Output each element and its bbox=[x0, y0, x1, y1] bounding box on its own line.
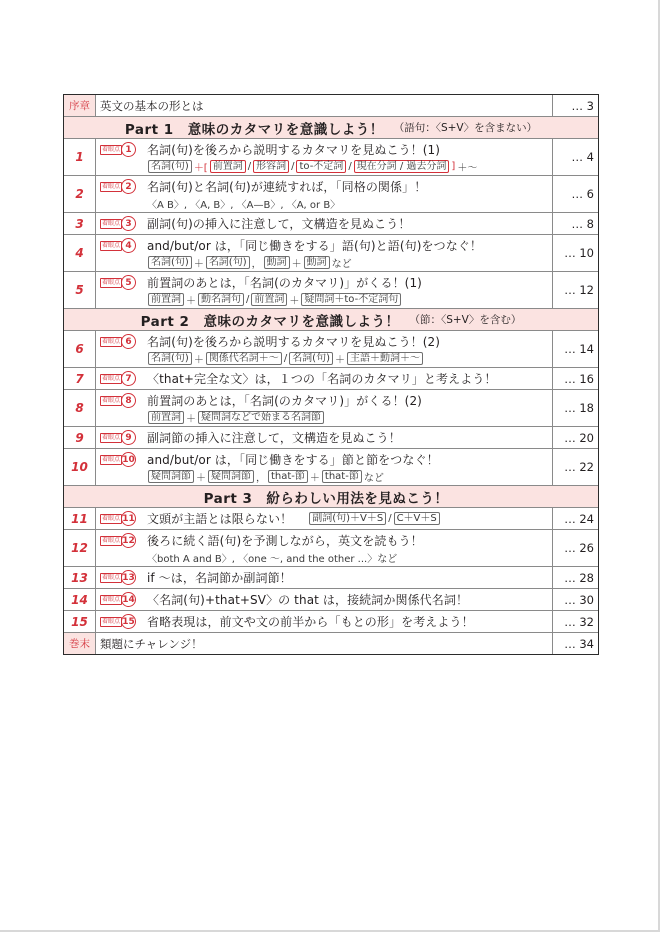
entry-title-line bbox=[100, 612, 552, 631]
badge-label: 着眼点 bbox=[102, 433, 121, 441]
focus-point-badge bbox=[100, 238, 140, 253]
formula-box: that-節 bbox=[322, 470, 362, 483]
entry-number: 9 bbox=[64, 427, 96, 448]
page-number[interactable]: … 10 bbox=[564, 246, 594, 260]
entry-title-line bbox=[100, 531, 552, 550]
toc-entry bbox=[64, 212, 598, 234]
entry-content bbox=[96, 508, 553, 529]
entry-title-line bbox=[100, 590, 552, 609]
toc-entry bbox=[64, 588, 598, 610]
formula-operator: / bbox=[348, 161, 352, 172]
formula-box: 疑問詞節 bbox=[208, 470, 254, 483]
toc-entry bbox=[64, 507, 598, 529]
badge-label: 着眼点 bbox=[102, 219, 121, 227]
entry-title: 副詞(句)の挿入に注意して，文構造を見ぬこう！ bbox=[147, 217, 411, 231]
formula-operator: ＋ bbox=[193, 259, 204, 270]
entry-content bbox=[96, 368, 553, 389]
formula-operator: など bbox=[363, 473, 384, 484]
badge-label: 着眼点 bbox=[102, 182, 121, 190]
entry-content bbox=[96, 95, 553, 116]
entry-title: 副詞節の挿入に注意して，文構造を見ぬこう！ bbox=[147, 431, 401, 445]
example-text: 〈both A and B〉, 〈one 〜, and the other ...〉など bbox=[147, 554, 398, 565]
formula-box: 前置詞 bbox=[251, 293, 287, 306]
toc-entry bbox=[64, 448, 598, 485]
entry-content bbox=[96, 390, 553, 426]
focus-point-badge bbox=[100, 371, 140, 386]
toc-entry bbox=[64, 426, 598, 448]
formula-operator: など bbox=[331, 259, 352, 270]
focus-point-badge bbox=[100, 430, 140, 445]
focus-point-badge bbox=[100, 614, 140, 629]
formula-operator: / bbox=[246, 294, 250, 305]
focus-point-badge bbox=[100, 393, 140, 408]
page-number[interactable]: … 18 bbox=[564, 401, 594, 415]
formula-box: 疑問詞＋to-不定詞句 bbox=[301, 293, 401, 306]
formula-box: 疑問詞節 bbox=[148, 470, 194, 483]
badge-number: 10 bbox=[121, 452, 136, 467]
page-number[interactable]: … 24 bbox=[564, 511, 594, 526]
intro-row bbox=[64, 95, 598, 116]
formula-box: 疑問詞などで始まる名詞節 bbox=[198, 411, 324, 424]
formula-operator: / bbox=[247, 161, 252, 172]
entry-title-line bbox=[100, 177, 552, 196]
formula-box: 前置詞 bbox=[148, 411, 184, 424]
part-note: （語句：〈S+V〉を含まない） bbox=[393, 122, 538, 134]
entry-content bbox=[96, 235, 553, 271]
entry-content bbox=[96, 530, 553, 566]
entry-content bbox=[96, 449, 553, 485]
end-row bbox=[64, 632, 598, 654]
entry-number: 1 bbox=[64, 139, 96, 175]
badge-number: 3 bbox=[121, 216, 136, 231]
formula-box: 現在分詞 / 過去分詞 bbox=[354, 160, 450, 173]
page-number[interactable]: … 14 bbox=[564, 342, 594, 356]
formula-operator: ＋ bbox=[289, 296, 300, 307]
badge-number: 8 bbox=[121, 393, 136, 408]
page-number[interactable]: … 4 bbox=[571, 150, 594, 164]
formula-operator: ＋ bbox=[291, 259, 302, 270]
entry-number: 8 bbox=[64, 390, 96, 426]
focus-point-badge bbox=[100, 179, 140, 194]
entry-content bbox=[96, 272, 553, 308]
focus-point-badge bbox=[100, 275, 140, 290]
entry-title: 類題にチャレンジ！ bbox=[100, 636, 203, 651]
badge-number: 9 bbox=[121, 430, 136, 445]
formula-operator: ＋ bbox=[186, 414, 196, 425]
badge-label: 着眼点 bbox=[102, 278, 121, 286]
formula-box: 前置詞 bbox=[148, 293, 184, 306]
toc-entry bbox=[64, 367, 598, 389]
focus-point-badge bbox=[100, 533, 140, 548]
badge-number: 5 bbox=[121, 275, 136, 290]
formula-box: 名詞(句) bbox=[289, 352, 333, 365]
toc-entry bbox=[64, 529, 598, 566]
entry-title-line bbox=[100, 450, 552, 469]
entry-title-line bbox=[100, 509, 552, 528]
entry-number: 14 bbox=[64, 589, 96, 610]
page-number[interactable]: … 20 bbox=[564, 430, 594, 445]
formula-box: 主語＋動詞＋〜 bbox=[347, 352, 423, 365]
entry-content bbox=[96, 589, 553, 610]
formula-box: 名詞(句) bbox=[148, 160, 192, 173]
badge-number: 4 bbox=[121, 238, 136, 253]
focus-point-badge bbox=[100, 592, 140, 607]
entry-formula-line bbox=[100, 351, 552, 366]
entry-number: 5 bbox=[64, 272, 96, 308]
entry-number: 2 bbox=[64, 176, 96, 212]
formula-operator: ＋ bbox=[196, 473, 206, 484]
page-number[interactable]: … 28 bbox=[564, 570, 594, 585]
table-of-contents bbox=[63, 94, 599, 655]
formula-operator: / bbox=[283, 353, 288, 364]
toc-entry bbox=[64, 330, 598, 367]
entry-title-line bbox=[100, 568, 552, 587]
badge-label: 着眼点 bbox=[102, 396, 121, 404]
entry-formula-line bbox=[100, 469, 552, 484]
badge-label: 着眼点 bbox=[102, 617, 121, 625]
entry-number: 7 bbox=[64, 368, 96, 389]
entry-title-line bbox=[100, 428, 552, 447]
chapter-tag: 序章 bbox=[64, 95, 96, 116]
page-number[interactable]: … 12 bbox=[564, 283, 594, 297]
entry-content bbox=[96, 611, 553, 632]
entry-formula-line bbox=[100, 292, 552, 307]
entry-title: 〈that+完全な文〉は，１つの「名詞のカタマリ」と考えよう！ bbox=[147, 372, 497, 386]
formula-operator: ＋ bbox=[335, 355, 345, 366]
page-number[interactable]: … 32 bbox=[564, 614, 594, 629]
entry-number: 3 bbox=[64, 213, 96, 234]
formula-operator: ＋ bbox=[309, 473, 320, 484]
badge-number: 14 bbox=[121, 592, 136, 607]
toc-entry bbox=[64, 566, 598, 588]
toc-entry bbox=[64, 138, 598, 175]
badge-number: 13 bbox=[121, 570, 136, 585]
entry-content bbox=[96, 139, 553, 175]
entry-number: 15 bbox=[64, 611, 96, 632]
example-text: 〈A B〉, 〈A, B〉, 〈A—B〉, 〈A, or B〉 bbox=[147, 200, 341, 211]
entry-number: 6 bbox=[64, 331, 96, 367]
entry-content bbox=[96, 567, 553, 588]
formula-box: 関係代名詞＋〜 bbox=[206, 352, 282, 365]
entry-title: 名詞(句)を後ろから説明するカタマリを見ぬこう！(2) bbox=[147, 335, 441, 349]
badge-label: 着眼点 bbox=[102, 573, 121, 581]
focus-point-badge bbox=[100, 334, 140, 349]
entry-number: 10 bbox=[64, 449, 96, 485]
toc-entry bbox=[64, 610, 598, 632]
entry-title: 前置詞のあとは，「名詞(のカタマリ)」がくる！(2) bbox=[147, 394, 422, 408]
part-title: Part 1 意味のカタマリを意識しよう！ bbox=[124, 121, 384, 138]
badge-label: 着眼点 bbox=[102, 337, 121, 345]
part-header bbox=[64, 485, 598, 507]
focus-point-badge bbox=[100, 570, 140, 585]
badge-label: 着眼点 bbox=[102, 536, 121, 544]
page-number[interactable]: … 34 bbox=[564, 636, 594, 651]
chapter-tag: 巻末 bbox=[64, 633, 96, 654]
entry-number: 12 bbox=[64, 530, 96, 566]
entry-title: 名詞(句)を後ろから説明するカタマリを見ぬこう！(1) bbox=[147, 143, 441, 157]
formula-box: 名詞(句) bbox=[148, 256, 192, 269]
entry-title: 文頭が主語とは限らない！ bbox=[147, 512, 293, 526]
inline-formula bbox=[308, 512, 441, 525]
entry-number: 4 bbox=[64, 235, 96, 271]
formula-box: 動名詞句 bbox=[198, 293, 244, 306]
entry-title-line bbox=[100, 369, 552, 388]
formula-box: 名詞(句) bbox=[206, 256, 250, 269]
page-number[interactable]: … 16 bbox=[564, 371, 594, 386]
formula-operator: ＋ bbox=[186, 296, 196, 307]
focus-point-badge bbox=[100, 511, 140, 526]
badge-number: 12 bbox=[121, 533, 136, 548]
entry-title-line bbox=[100, 391, 552, 410]
formula-box: to-不定詞 bbox=[296, 160, 346, 173]
badge-number: 2 bbox=[121, 179, 136, 194]
formula-operator: ＋〜 bbox=[457, 163, 478, 174]
formula-box: 動詞 bbox=[264, 256, 290, 269]
entry-title: 名詞(句)と名詞(句)が連続すれば，「同格の関係」！ bbox=[147, 180, 427, 194]
entry-number: 11 bbox=[64, 508, 96, 529]
entry-title: 前置詞のあとは，「名詞(のカタマリ)」がくる！(1) bbox=[147, 276, 422, 290]
page-number[interactable]: … 6 bbox=[571, 187, 594, 201]
formula-box: 形容詞 bbox=[253, 160, 289, 173]
focus-point-badge bbox=[100, 216, 140, 231]
formula-operator: / bbox=[388, 513, 392, 524]
part-header bbox=[64, 308, 598, 330]
formula-box: that-節 bbox=[268, 470, 308, 483]
entry-title: 後ろに続く語(句)を予測しながら，英文を読もう！ bbox=[147, 534, 423, 548]
page-number[interactable]: … 3 bbox=[571, 98, 594, 113]
formula-operator: ＋ bbox=[193, 355, 204, 366]
badge-label: 着眼点 bbox=[102, 374, 121, 382]
entry-formula-line bbox=[100, 410, 552, 425]
formula-operator: ] bbox=[451, 161, 456, 172]
part-title: Part 2 意味のカタマリを意識しよう！ bbox=[140, 313, 400, 330]
focus-point-badge bbox=[100, 452, 140, 467]
page-number[interactable]: … 8 bbox=[571, 216, 594, 231]
toc-entry bbox=[64, 389, 598, 426]
badge-number: 11 bbox=[121, 511, 136, 526]
entry-content bbox=[96, 331, 553, 367]
entry-title-line bbox=[100, 214, 552, 233]
formula-operator: ， bbox=[251, 259, 262, 270]
part-note: （節：〈S+V〉を含む） bbox=[409, 314, 522, 326]
badge-label: 着眼点 bbox=[102, 145, 121, 153]
badge-label: 着眼点 bbox=[102, 595, 121, 603]
badge-label: 着眼点 bbox=[102, 455, 121, 463]
entry-title-line bbox=[100, 236, 552, 255]
toc-entry bbox=[64, 234, 598, 271]
entry-formula-line bbox=[100, 255, 552, 270]
badge-number: 15 bbox=[121, 614, 136, 629]
formula-box: 名詞(句) bbox=[148, 352, 192, 365]
entry-title: if 〜は，名詞節か副詞節！ bbox=[147, 571, 292, 585]
entry-title-line bbox=[100, 273, 552, 292]
badge-number: 6 bbox=[121, 334, 136, 349]
entry-title: and/but/or は，「同じ働きをする」語(句)と語(句)をつなぐ！ bbox=[147, 239, 483, 253]
entry-content bbox=[96, 176, 553, 212]
entry-title-line bbox=[100, 332, 552, 351]
toc-entry bbox=[64, 271, 598, 308]
entry-number: 13 bbox=[64, 567, 96, 588]
badge-number: 1 bbox=[121, 142, 136, 157]
entry-formula-line bbox=[100, 196, 552, 211]
entry-content bbox=[96, 427, 553, 448]
formula-box: 前置詞 bbox=[210, 160, 246, 173]
entry-formula-line bbox=[100, 159, 552, 174]
entry-formula-line bbox=[100, 550, 552, 565]
page-number[interactable]: … 26 bbox=[564, 541, 594, 555]
part-title: Part 3 紛らわしい用法を見ぬこう！ bbox=[203, 490, 449, 507]
badge-label: 着眼点 bbox=[102, 514, 121, 522]
part-header bbox=[64, 116, 598, 138]
formula-operator: ， bbox=[256, 473, 266, 484]
entry-title-line bbox=[100, 140, 552, 159]
entry-title: and/but/or は，「同じ働きをする」節と節をつなぐ！ bbox=[147, 453, 439, 467]
entry-content bbox=[96, 213, 553, 234]
toc-entry bbox=[64, 175, 598, 212]
formula-operator: / bbox=[291, 161, 295, 172]
page-number[interactable]: … 30 bbox=[564, 592, 594, 607]
entry-title: 英文の基本の形とは bbox=[100, 98, 204, 113]
formula-box: C＋V＋S bbox=[394, 512, 440, 525]
formula-box: 動詞 bbox=[304, 256, 330, 269]
badge-label: 着眼点 bbox=[102, 241, 121, 249]
entry-title: 〈名詞(句)+that+SV〉の that は，接続詞か関係代名詞！ bbox=[147, 593, 469, 607]
formula-operator: ＋[ bbox=[193, 163, 208, 174]
badge-number: 7 bbox=[121, 371, 136, 386]
formula-box: 副詞(句)＋V＋S bbox=[309, 512, 386, 525]
page-number[interactable]: … 22 bbox=[564, 460, 594, 474]
entry-title: 省略表現は，前文や文の前半から「もとの形」を考えよう！ bbox=[147, 615, 474, 629]
entry-content bbox=[96, 633, 553, 654]
focus-point-badge bbox=[100, 142, 140, 157]
